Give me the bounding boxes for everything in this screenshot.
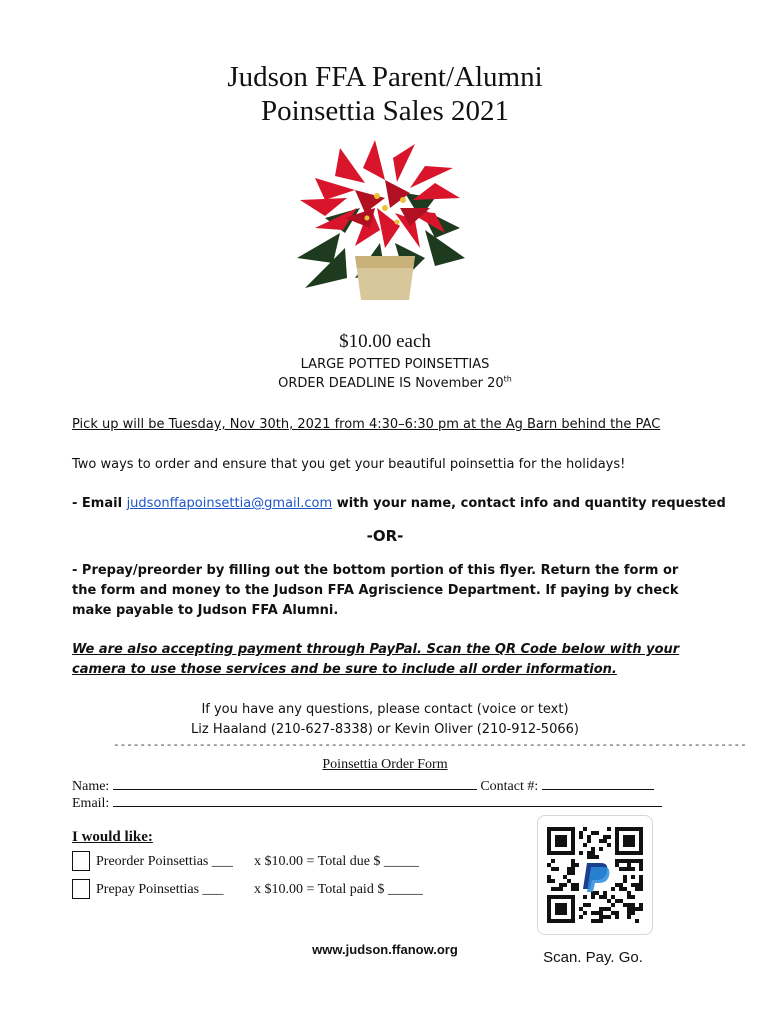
website-url: www.judson.ffanow.org <box>312 942 458 957</box>
prepay-instructions: - Prepay/preorder by filling out the bottom portion of this flyer. Return the form or the form and money to the Judson FFA Agriscience Department. If paying by check make payable to Judson FFA Alumni. <box>72 563 679 618</box>
email-field[interactable] <box>113 793 662 807</box>
qr-code-icon <box>547 825 643 925</box>
prepay-total: x $10.00 = Total paid $ _____ <box>254 882 423 897</box>
paypal-instructions: We are also accepting payment through PayPal. Scan the QR Code below with your camera to use those services and be sure to include all order information. <box>72 642 680 677</box>
email-prefix: - Email <box>72 496 127 511</box>
prepay-label: Prepay Poinsettias ___ <box>96 882 224 897</box>
would-like-heading: I would like: <box>72 829 153 845</box>
email-row <box>72 793 662 812</box>
page-title-line1: Judson FFA Parent/Alumni <box>227 61 543 93</box>
order-deadline <box>10 376 780 391</box>
email-label: Email: <box>72 796 110 811</box>
order-ways-intro: Two ways to order and ensure that you get your beautiful poinsettia for the holidays! <box>72 457 626 472</box>
questions-line: If you have any questions, please contact (voice or text) <box>201 702 569 717</box>
prepay-checkbox[interactable] <box>72 879 90 899</box>
email-suffix: with your name, contact info and quantity requested <box>332 496 726 511</box>
name-field[interactable] <box>113 776 477 790</box>
page-title-line2: Poinsettia Sales 2021 <box>260 95 510 127</box>
preorder-label: Preorder Poinsettias ___ <box>96 854 233 869</box>
preorder-total: x $10.00 = Total due $ _____ <box>254 854 419 869</box>
order-form-title: Poinsettia Order Form <box>322 757 448 772</box>
contact-label: Contact #: <box>480 779 539 794</box>
poinsettia-image <box>285 138 485 306</box>
pickup-info: Pick up will be Tuesday, Nov 30th, 2021 from 4:30–6:30 pm at the Ag Barn behind the PAC <box>72 417 661 432</box>
product-description: LARGE POTTED POINSETTIAS <box>300 357 490 372</box>
qr-caption: Scan. Pay. Go. <box>543 949 643 966</box>
email-order-instructions <box>72 494 726 514</box>
email-link[interactable]: judsonffapoinsettia@gmail.com <box>126 496 333 511</box>
paypal-qr-card[interactable] <box>537 815 653 935</box>
price: $10.00 each <box>339 331 431 352</box>
or-separator: -OR- <box>366 527 404 545</box>
deadline-text: ORDER DEADLINE IS November 20 <box>278 376 504 391</box>
contact-field[interactable] <box>542 776 654 790</box>
deadline-ordinal: th <box>503 374 512 384</box>
contact-names: Liz Haaland (210-627-8338) or Kevin Oliver (210-912-5066) <box>191 722 579 737</box>
cut-line-divider: ------------------------------------------------------------------------------------------------ <box>113 740 747 752</box>
name-label: Name: <box>72 779 110 794</box>
preorder-checkbox[interactable] <box>72 851 90 871</box>
